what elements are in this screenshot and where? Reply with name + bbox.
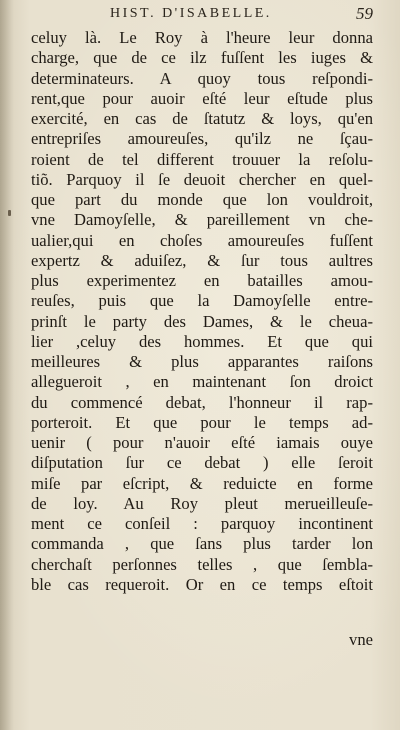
text-line: reuſes, puis que la Damoyſelle entre- <box>31 291 373 311</box>
text-line: commanda , que ſans plus tarder lon <box>31 534 373 554</box>
text-line: roient de tel different trouuer la reſolu- <box>31 149 373 169</box>
text-line: celuy là. Le Roy à l'heure leur donna <box>31 28 373 47</box>
text-line: diſputation ſur ce debat ) elle ſeroit <box>31 453 373 473</box>
text-line: tiõ. Parquoy il ſe deuoit chercher en quel- <box>31 169 373 189</box>
text-line: expertz & aduiſez, & ſur tous aultres <box>31 250 373 270</box>
body-text <box>31 28 373 595</box>
running-head-title: HIST. D'ISABELLE. <box>110 6 272 21</box>
text-line: prinſt le party des Dames, & le cheua- <box>31 311 373 331</box>
running-head <box>38 4 373 26</box>
text-line: determinateurs. A quoy tous reſpondi- <box>31 68 373 88</box>
text-line: ble cas requeroit. Or en ce temps eſtoit <box>31 574 373 594</box>
gutter-shadow <box>0 0 14 730</box>
text-line: ment ce conſeil : parquoy incontinent <box>31 514 373 533</box>
text-line: meilleures & plus apparantes raiſons <box>31 352 373 371</box>
text-line: miſe par eſcript, & reduicte en forme <box>31 473 373 493</box>
text-line: de loy. Au Roy pleut merueilleuſe- <box>31 493 373 513</box>
text-line: rent,que pour auoir eſté leur eſtude plus <box>31 88 373 108</box>
text-line: exercité, en cas de ſtatutz & loys, qu'en <box>31 109 373 128</box>
text-line: que part du monde que lon vouldroit, <box>31 190 373 209</box>
text-line: charge, que de ce ilz fuſſent les iuges & <box>31 48 373 68</box>
text-line: plus experimentez en batailles amou- <box>31 271 373 290</box>
text-line: cherchaſt perſonnes telles , que ſembla- <box>31 554 373 574</box>
catchword: vne <box>349 630 373 649</box>
text-line: ualier,qui en choſes amoureuſes fuſſent <box>31 230 373 250</box>
text-line: porteroit. Et que pour le temps ad- <box>31 412 373 432</box>
text-line: allegueroit , en maintenant ſon droict <box>31 372 373 392</box>
text-line: du commencé debat, l'honneur il rap- <box>31 392 373 412</box>
text-line: uenir ( pour n'auoir eſté iamais ouye <box>31 433 373 452</box>
margin-mark <box>8 210 11 216</box>
text-line: entrepriſes amoureuſes, qu'ilz ne ſçau- <box>31 129 373 149</box>
text-line: lier ,celuy des hommes. Et que qui <box>31 331 373 351</box>
page-number: 59 <box>356 4 373 23</box>
text-line: vne Damoyſelle, & pareillement vn che- <box>31 210 373 230</box>
